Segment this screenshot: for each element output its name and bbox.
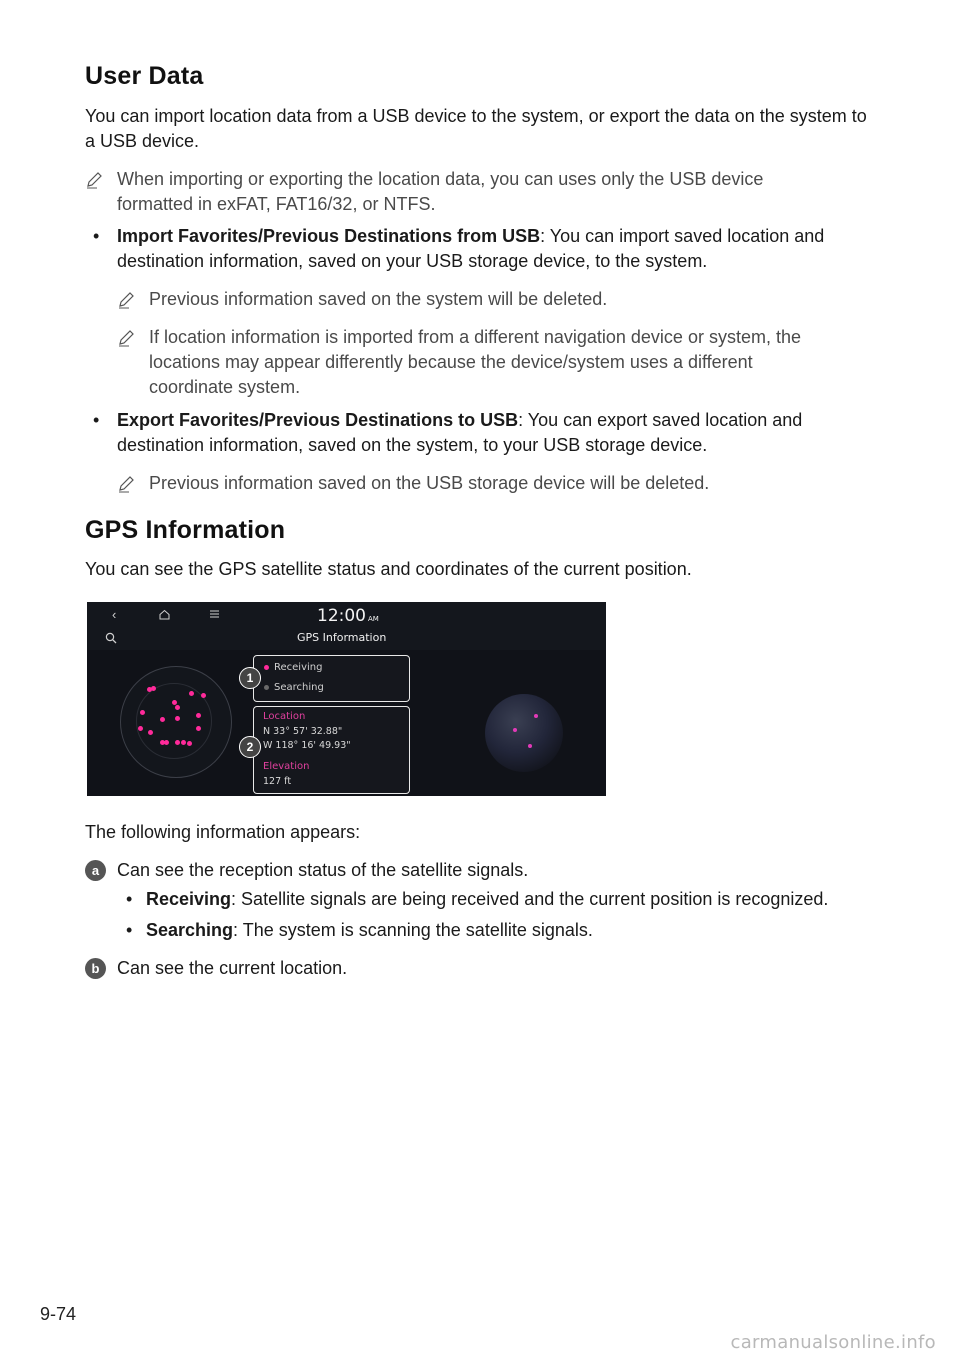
- page-number: 9-74: [40, 1304, 77, 1324]
- satellite-dot: [196, 713, 201, 718]
- bullet-export-label: Export Favorites/Previous Destinations to USB: [117, 410, 519, 430]
- satellite-dot: [160, 717, 165, 722]
- satellite-dot: [148, 730, 153, 735]
- satellite-dot: [196, 726, 201, 731]
- search-icon[interactable]: [105, 632, 117, 644]
- following-info: The following information appears:: [85, 822, 361, 842]
- section-title-gps: GPS Information: [85, 516, 286, 544]
- satellite-dot: [164, 740, 169, 745]
- receiving-dot-icon: [264, 665, 269, 670]
- gps-screen-image: [87, 602, 606, 796]
- sub-receiving: • Receiving: Satellite signals are being received and the current position is recognized.: [146, 887, 886, 912]
- note-usb-format: When importing or exporting the location data, you can uses only the USB device formatted in exFAT, FAT16/32, or NTFS.: [117, 167, 763, 217]
- marker-b: b: [85, 958, 106, 979]
- satellite-dot: [189, 691, 194, 696]
- pencil-note-icon: [117, 473, 137, 493]
- globe-satellite-dot: [513, 728, 517, 732]
- searching-dot-icon: [264, 685, 269, 690]
- satellite-dot: [201, 693, 206, 698]
- home-icon[interactable]: [159, 609, 170, 620]
- bullet-import-label: Import Favorites/Previous Destinations from USB: [117, 226, 541, 246]
- longitude-value: W 118° 16' 49.93": [263, 740, 351, 751]
- marker-a: a: [85, 860, 106, 881]
- satellite-dot: [187, 741, 192, 746]
- pencil-note-icon: [117, 289, 137, 309]
- bullet-export: • Export Favorites/Previous Destinations to USB: You can export saved location and destination information, saved on the system, to your USB storage device.: [117, 408, 877, 458]
- sub-searching: • Searching: The system is scanning the satellite signals.: [146, 918, 886, 943]
- elevation-value: 127 ft: [263, 776, 292, 787]
- back-icon[interactable]: ‹: [112, 607, 117, 622]
- satellite-dot: [181, 740, 186, 745]
- globe-image: [485, 694, 563, 772]
- globe-satellite-dot: [528, 744, 532, 748]
- legend-receiving: Receiving: [264, 662, 322, 673]
- pencil-note-icon: [85, 169, 105, 189]
- callout-1: 1: [239, 667, 261, 689]
- legend-searching: Searching: [264, 682, 324, 693]
- note-usb-deleted: Previous information saved on the USB storage device will be deleted.: [149, 471, 849, 496]
- callout-2: 2: [239, 736, 261, 758]
- satellite-dot: [151, 686, 156, 691]
- note-system-deleted: Previous information saved on the system will be deleted.: [149, 287, 849, 312]
- pencil-note-icon: [117, 327, 137, 347]
- watermark: carmanualsonline.info: [730, 1332, 936, 1353]
- clock: 12:00 AM: [317, 606, 379, 626]
- location-panel: [253, 706, 410, 794]
- satellite-dot: [175, 705, 180, 710]
- screen-title: GPS Information: [297, 631, 387, 644]
- section-title-user-data: User Data: [85, 62, 204, 90]
- latitude-value: N 33° 57' 32.88": [263, 726, 343, 737]
- signal-status-panel: [253, 655, 410, 702]
- location-label: Location: [263, 711, 306, 722]
- globe-satellite-dot: [534, 714, 538, 718]
- note-coordinate-system: If location information is imported from a different navigation device or system, the locations may appear differently because the device/system uses a different coordinate system.: [149, 325, 839, 400]
- item-b-text: Can see the current location.: [117, 958, 348, 978]
- satellite-dot: [140, 710, 145, 715]
- gps-intro: You can see the GPS satellite status and coordinates of the current position.: [85, 559, 692, 579]
- elevation-label: Elevation: [263, 761, 310, 772]
- satellite-dot: [175, 740, 180, 745]
- satellite-dot: [138, 726, 143, 731]
- satellite-dot: [175, 716, 180, 721]
- menu-icon[interactable]: [210, 610, 219, 618]
- bullet-import: • Import Favorites/Previous Destinations from USB: You can import saved location and destination information, saved on your USB storage device, to the system.: [117, 224, 877, 274]
- item-a-text: Can see the reception status of the satellite signals.: [117, 860, 529, 880]
- user-data-intro: You can import location data from a USB device to the system, or export the data on the system to a USB device.: [85, 106, 867, 151]
